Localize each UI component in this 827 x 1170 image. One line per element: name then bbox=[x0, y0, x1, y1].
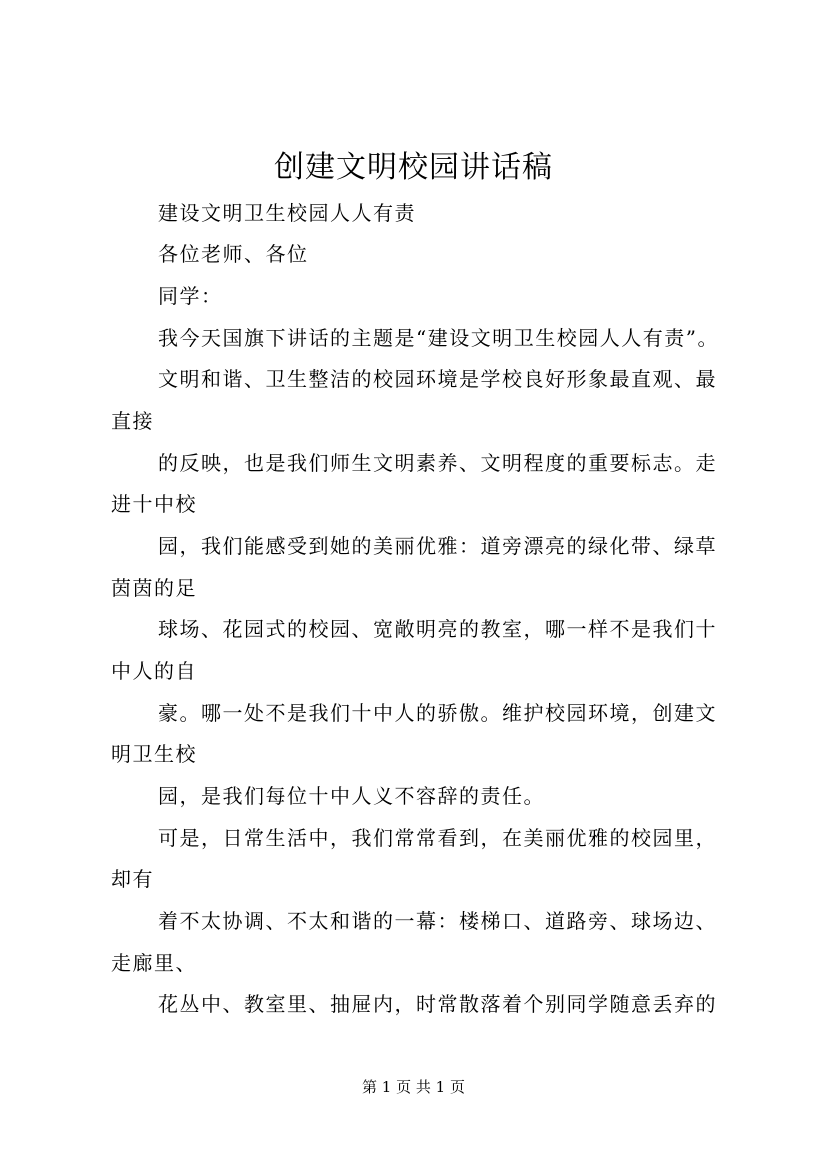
text-line-para1-e: 园，我们能感受到她的美丽优雅：道旁漂亮的绿化带、绿草 bbox=[158, 534, 717, 558]
text-line-para2-d: 走廊里、 bbox=[111, 951, 197, 975]
text-line-subtitle: 建设文明卫生校园人人有责 bbox=[158, 201, 416, 225]
text-line-para2-b: 却有 bbox=[111, 867, 154, 891]
text-line-para1-j: 明卫生校 bbox=[111, 742, 197, 766]
text-line-greeting-1: 各位老师、各位 bbox=[158, 242, 309, 266]
text-line-para1-c: 的反映，也是我们师生文明素养、文明程度的重要标志。走 bbox=[158, 451, 717, 475]
text-line-para1-d: 进十中校 bbox=[111, 492, 197, 516]
text-line-para2-e: 花丛中、教室里、抽屉内，时常散落着个别同学随意丢弃的 bbox=[158, 992, 717, 1016]
text-line-para1-i: 豪。哪一处不是我们十中人的骄傲。维护校园环境，创建文 bbox=[158, 701, 717, 725]
document-title: 创建文明校园讲话稿 bbox=[274, 150, 553, 185]
text-line-greeting-2: 同学： bbox=[158, 284, 223, 308]
text-line-para1-a: 文明和谐、卫生整洁的校园环境是学校良好形象最直观、最 bbox=[158, 367, 717, 391]
text-line-para1-k: 园，是我们每位十中人义不容辞的责任。 bbox=[158, 784, 545, 808]
text-line-para1-h: 中人的自 bbox=[111, 659, 197, 683]
text-line-para2-c: 着不太协调、不太和谐的一幕：楼梯口、道路旁、球场边、 bbox=[158, 909, 717, 933]
text-line-para1-g: 球场、花园式的校园、宽敞明亮的教室，哪一样不是我们十 bbox=[158, 617, 717, 641]
text-line-para1-b: 直接 bbox=[111, 409, 154, 433]
page-number-footer: 第 1 页 共 1 页 bbox=[362, 1078, 465, 1096]
text-line-topic: 我今天国旗下讲话的主题是“建设文明卫生校园人人有责”。 bbox=[158, 326, 719, 350]
text-line-para1-f: 茵茵的足 bbox=[111, 576, 197, 600]
text-line-para2-a: 可是，日常生活中，我们常常看到，在美丽优雅的校园里， bbox=[158, 826, 717, 850]
